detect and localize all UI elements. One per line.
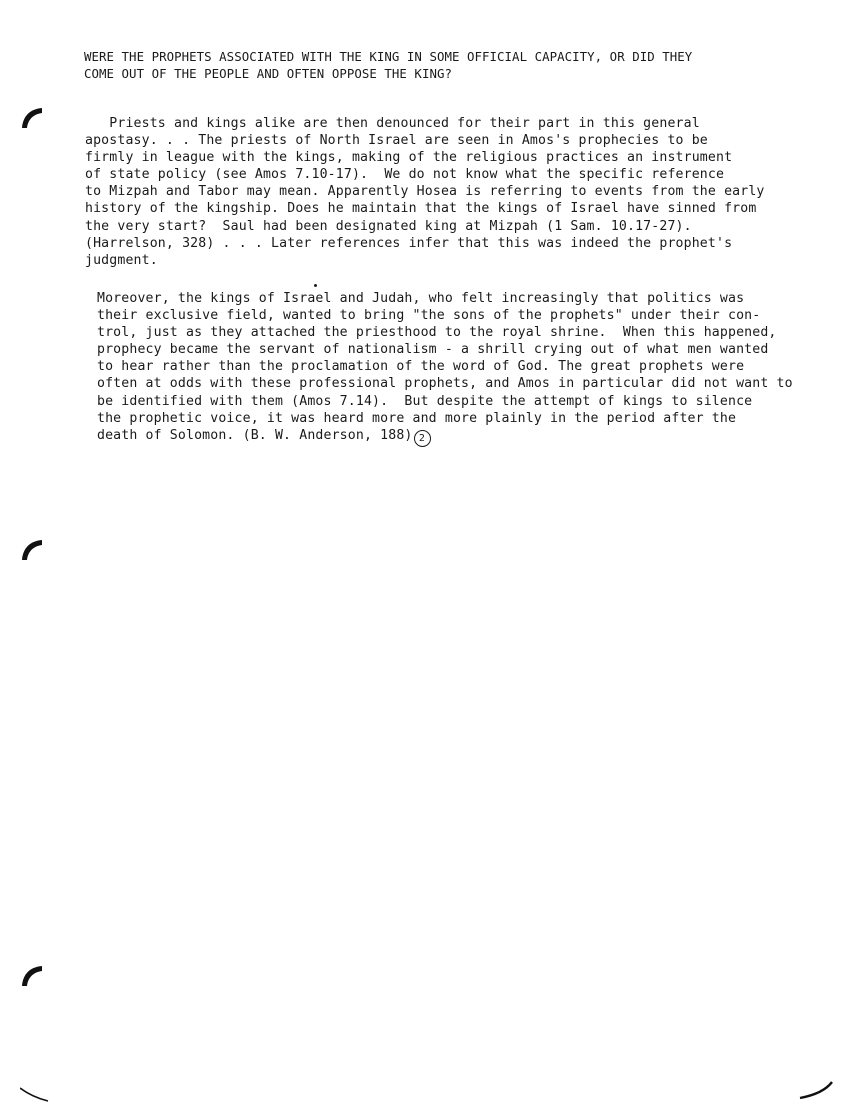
quote-line: to Mizpah and Tabor may mean. Apparently Hosea is referring to events from the early xyxy=(85,184,765,200)
quote-line: judgment. xyxy=(85,252,158,268)
harrelson-quotation xyxy=(85,115,805,269)
punch-hole-mark xyxy=(20,106,44,130)
page-corner-shadow xyxy=(20,1086,50,1102)
ink-speck xyxy=(314,284,317,287)
question-heading xyxy=(84,48,804,82)
punch-hole-mark xyxy=(20,964,44,988)
quote-line: their exclusive field, wanted to bring "the sons of the prophets" under their con- xyxy=(97,308,761,324)
quote-line: (Harrelson, 328) . . . Later references infer that this was indeed the prophet's xyxy=(85,235,733,251)
quote-line: Moreover, the kings of Israel and Judah, who felt increasingly that politics was xyxy=(97,291,745,306)
footnote-circled-number: 2 xyxy=(414,430,431,447)
quote-line-text: death of Solomon. (B. W. Anderson, 188) xyxy=(97,427,413,443)
quote-line: of state policy (see Amos 7.10-17). We do not know what the specific reference xyxy=(85,167,725,183)
punch-hole-mark xyxy=(20,538,44,562)
quote-line: firmly in league with the kings, making of the religious practices an instrument xyxy=(85,150,733,166)
quote-line: history of the kingship. Does he maintain that the kings of Israel have sinned from xyxy=(85,201,757,217)
quote-line: to hear rather than the proclamation of the word of God. The great prophets were xyxy=(97,359,745,375)
heading-line: COME OUT OF THE PEOPLE AND OFTEN OPPOSE THE KING? xyxy=(84,66,452,81)
quote-line: prophecy became the servant of nationalism - a shrill crying out of what men wanted xyxy=(97,342,769,358)
quote-line: Priests and kings alike are then denounced for their part in this general xyxy=(85,116,700,131)
quote-line: apostasy. . . The priests of North Israel are seen in Amos's prophecies to be xyxy=(85,133,708,149)
page-corner-shadow xyxy=(798,1080,834,1100)
quote-line: often at odds with these professional prophets, and Amos in particular did not want to xyxy=(97,376,793,392)
anderson-quotation xyxy=(97,290,837,447)
heading-line: WERE THE PROPHETS ASSOCIATED WITH THE KING IN SOME OFFICIAL CAPACITY, OR DID THEY xyxy=(84,49,693,64)
quote-line-last xyxy=(97,427,837,447)
quote-line: trol, just as they attached the priesthood to the royal shrine. When this happened, xyxy=(97,325,777,341)
quote-line: be identified with them (Amos 7.14). But despite the attempt of kings to silence xyxy=(97,393,753,409)
quote-line: the very start? Saul had been designated king at Mizpah (1 Sam. 10.17-27). xyxy=(85,218,692,234)
quote-line: the prophetic voice, it was heard more and more plainly in the period after the xyxy=(97,410,737,426)
